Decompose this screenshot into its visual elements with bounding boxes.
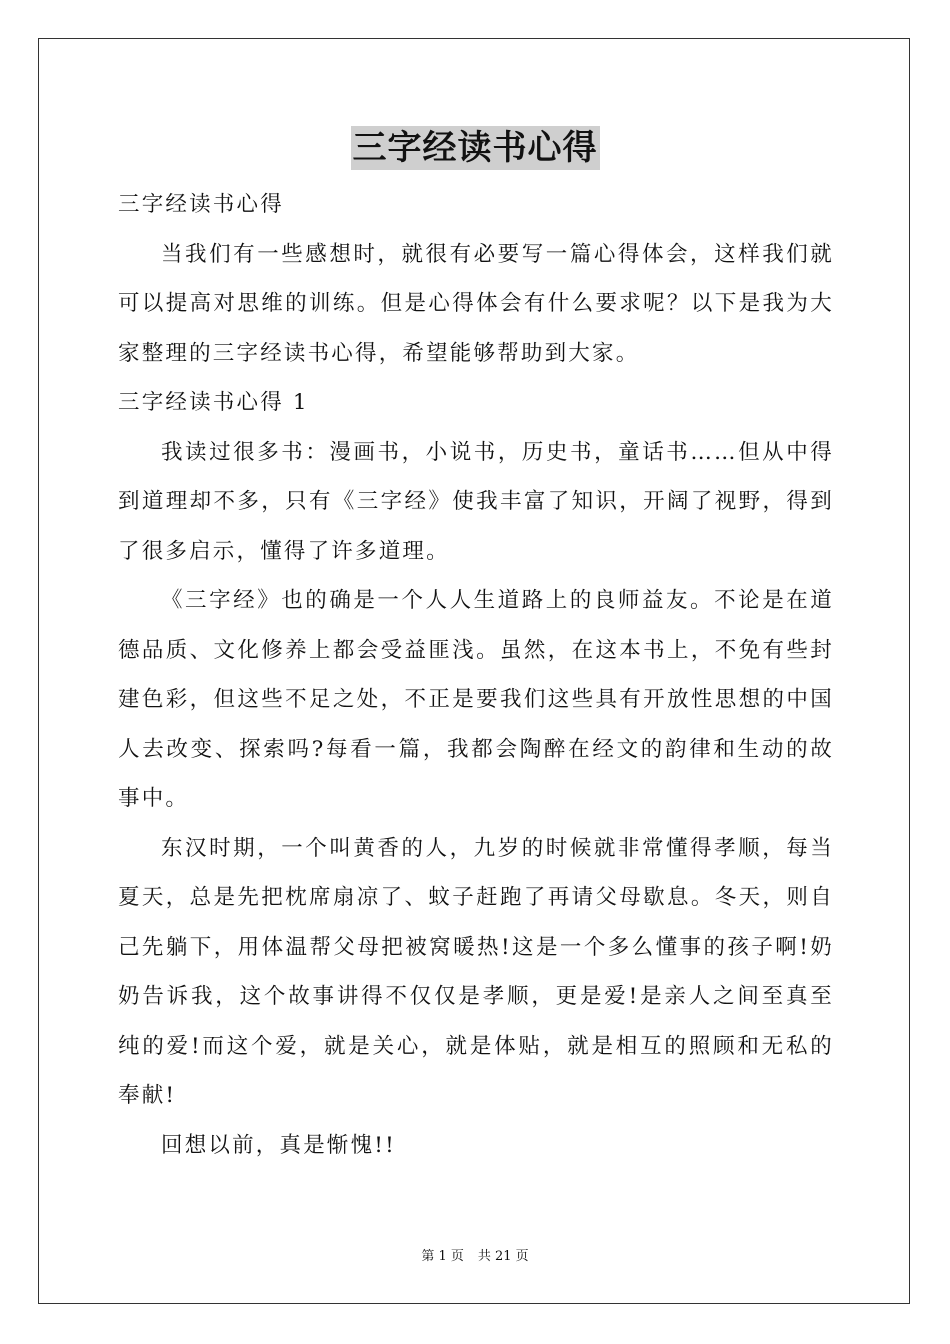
paragraph: 回想以前，真是惭愧!! [161,1132,396,1158]
title-container [0,126,950,170]
paragraph: 我读过很多书：漫画书，小说书，历史书，童话书……但从中得到道理却不多，只有《三字经》使我丰富了知识，开阔了视野，得到了很多启示，懂得了许多道理。 [118,439,834,564]
section-heading: 三字经读书心得 1 [118,390,309,415]
document-body [118,180,834,1170]
paragraph: 《三字经》也的确是一个人人生道路上的良师益友。不论是在道德品质、文化修养上都会受益匪浅。虽然，在这本书上，不免有些封建色彩，但这些不足之处，不正是要我们这些具有开放性思想的中国人去改变、探索吗?每看一篇，我都会陶醉在经文的韵律和生动的故事中。 [118,588,834,811]
paragraph-intro: 当我们有一些感想时，就很有必要写一篇心得体会，这样我们就可以提高对思维的训练。但是心得体会有什么要求呢？以下是我为大家整理的三字经读书心得，希望能够帮助到大家。 [118,241,834,366]
paragraph-subtitle: 三字经读书心得 [118,192,284,217]
paragraph: 东汉时期，一个叫黄香的人，九岁的时候就非常懂得孝顺，每当夏天，总是先把枕席扇凉了、蚊子赶跑了再请父母歇息。冬天，则自己先躺下，用体温帮父母把被窝暖热!这是一个多么懂事的孩子啊!奶奶告诉我，这个故事讲得不仅仅是孝顺，更是爱!是亲人之间至真至纯的爱!而这个爱，就是关心，就是体贴，就是相互的照顾和无私的奉献! [118,835,834,1108]
page-total: 共 21 页 [477,1249,529,1264]
page-number: 第 1 页 [421,1249,464,1264]
page-footer [0,1248,950,1266]
document-title: 三字经读书心得 [352,128,598,168]
